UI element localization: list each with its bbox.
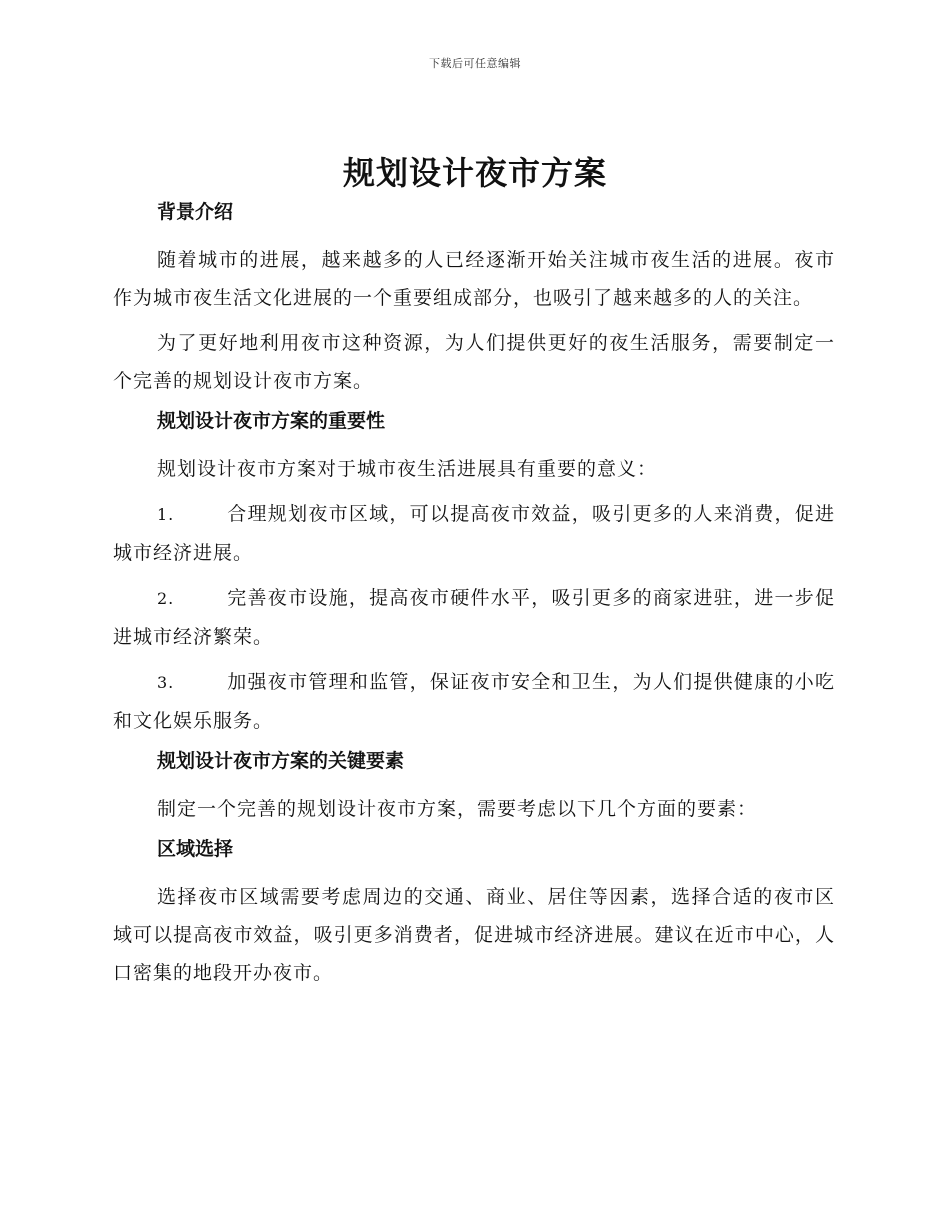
list-item-text: 完善夜市设施，提高夜市硬件水平，吸引更多的商家进驻，进一步促进城市经济繁荣。 (113, 587, 835, 648)
list-item-number: 1. (157, 505, 175, 524)
section-heading-background: 背景介绍 (157, 201, 234, 223)
list-item-number: 3. (157, 673, 175, 692)
paragraph-region-1: 选择夜市区域需要考虑周边的交通、商业、居住等因素，选择合适的夜市区域可以提高夜市效益，吸引更多消费者，促进城市经济进展。建议在近市中心，人口密集的地段开办夜市。 (113, 886, 835, 984)
list-item (113, 663, 835, 740)
list-item (113, 495, 835, 572)
paragraph-elements-intro: 制定一个完善的规划设计夜市方案，需要考虑以下几个方面的要素： (157, 798, 758, 820)
section-heading-region: 区域选择 (157, 838, 234, 860)
header-note: 下载后可任意编辑 (429, 57, 521, 70)
document-title: 规划设计夜市方案 (342, 154, 607, 192)
paragraph-importance-intro: 规划设计夜市方案对于城市夜生活进展具有重要的意义： (157, 458, 658, 480)
list-item-text: 合理规划夜市区域，可以提高夜市效益，吸引更多的人来消费，促进城市经济进展。 (113, 503, 835, 564)
section-heading-importance: 规划设计夜市方案的重要性 (157, 410, 386, 432)
section-heading-elements: 规划设计夜市方案的关键要素 (157, 750, 405, 772)
document-body (113, 198, 835, 999)
paragraph-background-2: 为了更好地利用夜市这种资源，为人们提供更好的夜生活服务，需要制定一个完善的规划设计夜市方案。 (113, 332, 835, 392)
list-item-text: 加强夜市管理和监管，保证夜市安全和卫生，为人们提供健康的小吃和文化娱乐服务。 (113, 671, 835, 732)
list-item (113, 579, 835, 656)
paragraph-background-1: 随着城市的进展，越来越多的人已经逐渐开始关注城市夜生活的进展。夜市作为城市夜生活文化进展的一个重要组成部分，也吸引了越来越多的人的关注。 (113, 249, 835, 309)
list-item-number: 2. (157, 589, 175, 608)
